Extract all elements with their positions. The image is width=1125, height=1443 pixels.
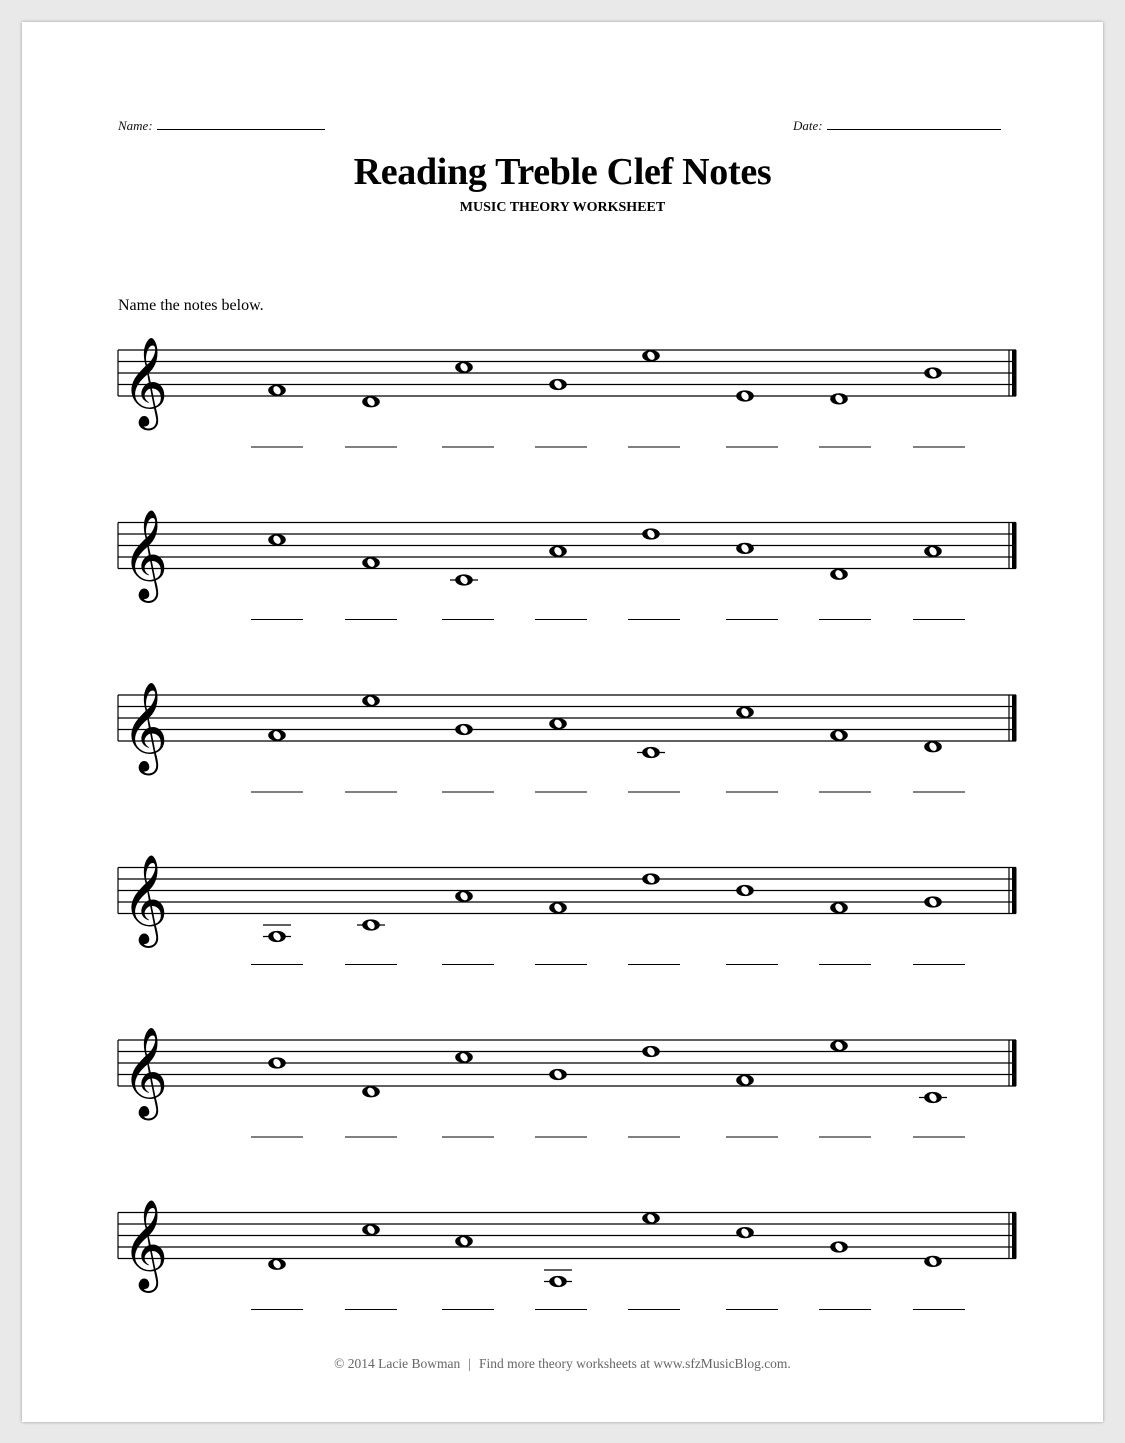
footer bbox=[22, 1356, 1103, 1372]
whole-note bbox=[919, 1092, 947, 1103]
whole-note bbox=[924, 367, 942, 378]
whole-note bbox=[268, 1057, 286, 1068]
whole-note bbox=[736, 707, 754, 718]
whole-note bbox=[830, 902, 848, 913]
whole-note bbox=[549, 1069, 567, 1080]
whole-note bbox=[455, 1236, 473, 1247]
footer-more-link[interactable]: Find more theory worksheets at www.sfzMusicBlog.com. bbox=[478, 1356, 791, 1371]
whole-note bbox=[549, 902, 567, 913]
staff-5 bbox=[118, 1027, 1017, 1137]
whole-note bbox=[642, 1213, 660, 1224]
worksheet-subtitle: MUSIC THEORY WORKSHEET bbox=[459, 200, 666, 215]
whole-note bbox=[642, 873, 660, 884]
footer-copyright: © 2014 Lacie Bowman bbox=[334, 1356, 461, 1371]
whole-note bbox=[263, 925, 291, 942]
whole-note bbox=[268, 730, 286, 741]
whole-note bbox=[455, 362, 473, 373]
treble-clef-icon: 𝄞 bbox=[122, 1199, 169, 1290]
instruction-text: Name the notes below. bbox=[118, 297, 264, 314]
whole-note bbox=[736, 543, 754, 554]
whole-note bbox=[455, 724, 473, 735]
footer-separator: | bbox=[468, 1356, 471, 1371]
staff-1 bbox=[118, 337, 1017, 447]
whole-note bbox=[455, 1052, 473, 1063]
whole-note bbox=[736, 390, 754, 401]
whole-note bbox=[736, 1227, 754, 1238]
whole-note bbox=[924, 741, 942, 752]
whole-note bbox=[362, 695, 380, 706]
worksheet-page bbox=[22, 22, 1103, 1422]
whole-note bbox=[362, 396, 380, 407]
whole-note bbox=[362, 1086, 380, 1097]
whole-note bbox=[357, 919, 385, 930]
whole-note bbox=[268, 534, 286, 545]
staff-4 bbox=[118, 855, 1017, 965]
staves-area bbox=[22, 22, 1103, 1422]
date-label: Date: bbox=[793, 118, 823, 133]
whole-note bbox=[362, 1224, 380, 1235]
staff-2 bbox=[118, 510, 1017, 620]
whole-note bbox=[362, 557, 380, 568]
whole-note bbox=[924, 1256, 942, 1267]
final-barline-thick bbox=[1012, 350, 1017, 396]
whole-note bbox=[549, 718, 567, 729]
whole-note bbox=[637, 747, 665, 758]
whole-note bbox=[924, 896, 942, 907]
whole-note bbox=[736, 1075, 754, 1086]
final-barline-thick bbox=[1012, 1040, 1017, 1086]
treble-clef-icon: 𝄞 bbox=[122, 337, 169, 427]
whole-note bbox=[830, 393, 848, 404]
final-barline-thick bbox=[1012, 523, 1017, 569]
treble-clef-icon: 𝄞 bbox=[122, 854, 169, 945]
final-barline-thick bbox=[1012, 695, 1017, 741]
final-barline-thick bbox=[1012, 1213, 1017, 1259]
whole-note bbox=[642, 1046, 660, 1057]
whole-note bbox=[830, 569, 848, 580]
treble-clef-icon: 𝄞 bbox=[122, 682, 169, 772]
whole-note bbox=[642, 528, 660, 539]
whole-note bbox=[830, 1241, 848, 1252]
staff-3 bbox=[118, 682, 1017, 792]
whole-note bbox=[736, 885, 754, 896]
treble-clef-icon: 𝄞 bbox=[122, 509, 169, 600]
whole-note bbox=[830, 1040, 848, 1051]
whole-note bbox=[268, 1259, 286, 1270]
whole-note bbox=[830, 730, 848, 741]
whole-note bbox=[455, 891, 473, 902]
whole-note bbox=[924, 546, 942, 557]
final-barline-thick bbox=[1012, 868, 1017, 914]
name-label: Name: bbox=[118, 118, 153, 133]
whole-note bbox=[549, 546, 567, 557]
worksheet-title: Reading Treble Clef Notes bbox=[353, 151, 772, 193]
whole-note bbox=[268, 385, 286, 396]
whole-note bbox=[549, 379, 567, 390]
treble-clef-icon: 𝄞 bbox=[122, 1027, 169, 1117]
whole-note bbox=[544, 1270, 572, 1287]
staff-6 bbox=[118, 1200, 1017, 1310]
whole-note bbox=[642, 350, 660, 361]
whole-note bbox=[450, 574, 478, 585]
